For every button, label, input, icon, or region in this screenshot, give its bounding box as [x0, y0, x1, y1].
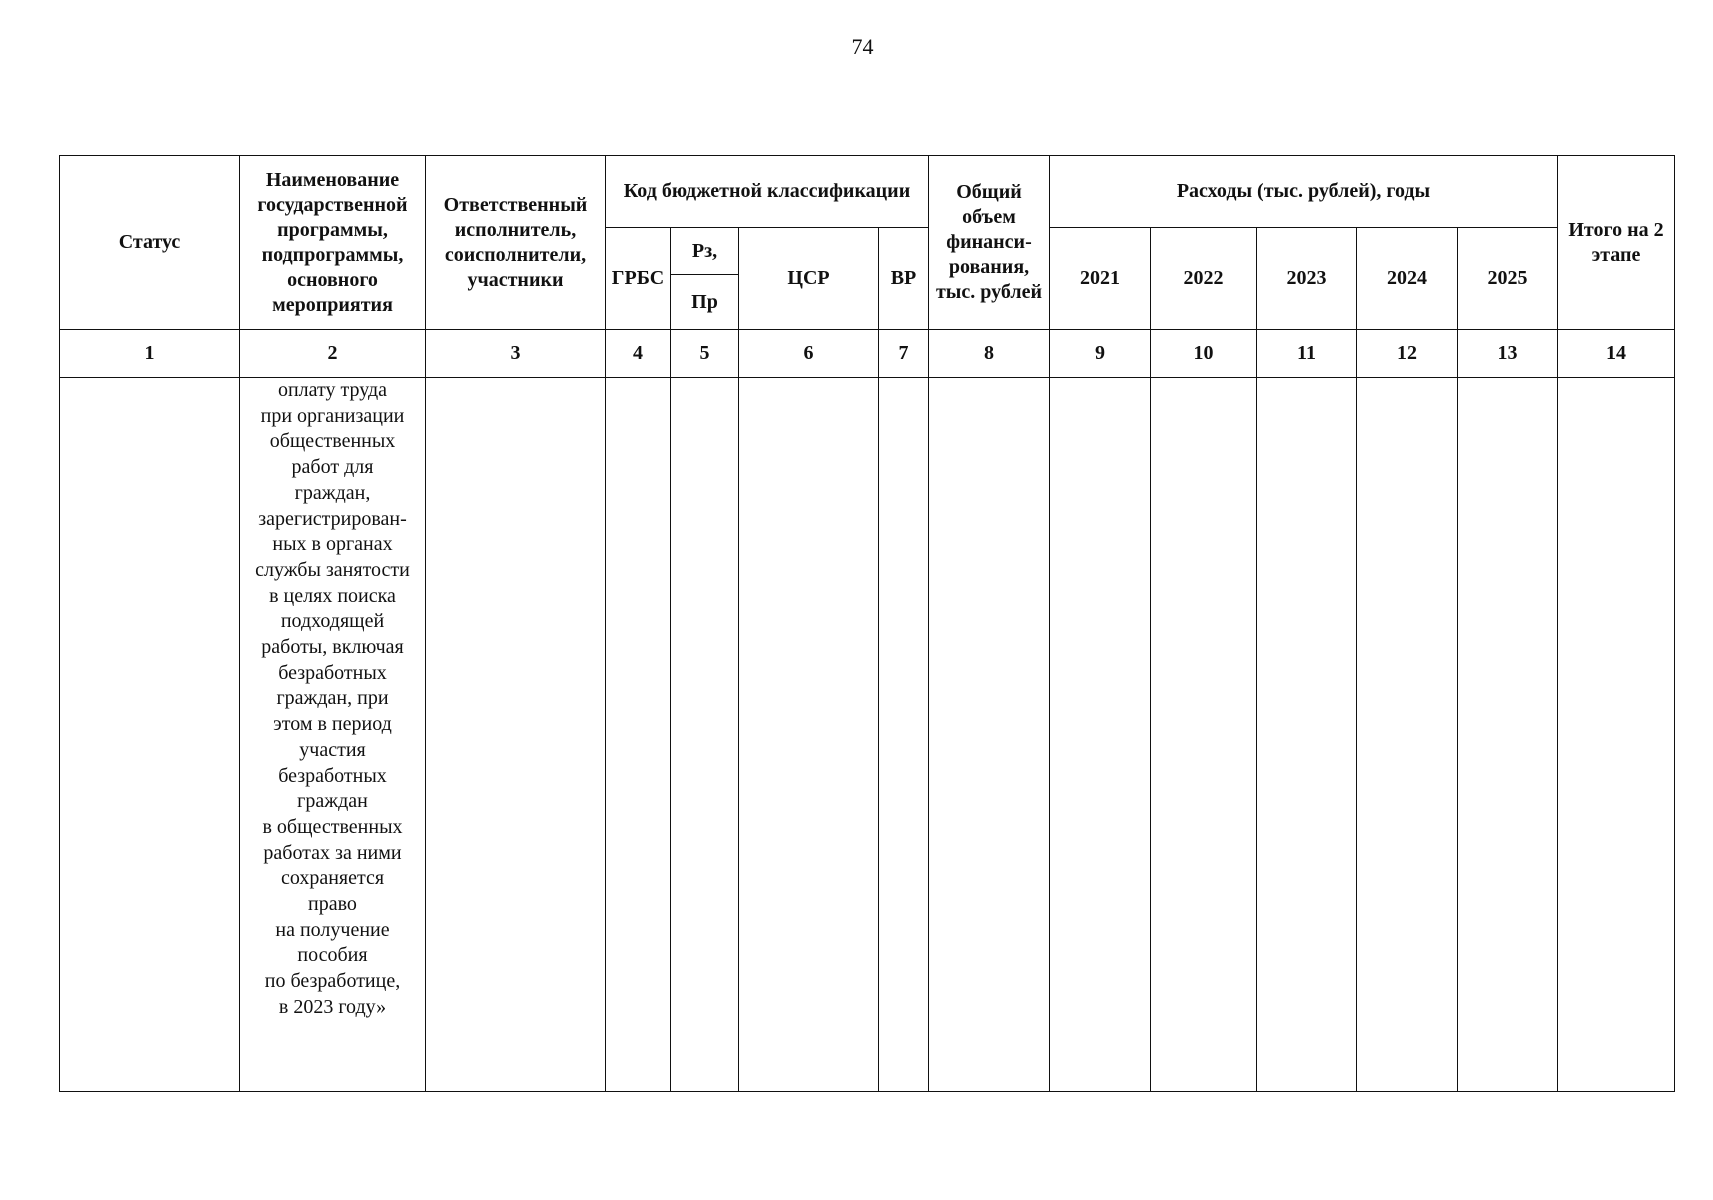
column-number: 1 [60, 330, 240, 378]
header-year-2024: 2024 [1357, 228, 1458, 330]
column-number-row [60, 330, 1675, 378]
year-2021-cell [1050, 378, 1151, 1092]
csr-cell [739, 378, 879, 1092]
year-2024-cell [1357, 378, 1458, 1092]
header-year-2025: 2025 [1458, 228, 1558, 330]
header-budget-code: Код бюджетной классификации [606, 156, 929, 228]
column-number: 7 [879, 330, 929, 378]
stage-total-cell [1558, 378, 1675, 1092]
header-program-name: Наименование государственной программы, подпрограммы, основного мероприятия [240, 156, 426, 330]
column-number: 12 [1357, 330, 1458, 378]
header-csr: ЦСР [739, 228, 879, 330]
budget-table [59, 155, 1675, 1092]
header-pr: Пр [671, 275, 739, 330]
header-status: Статус [60, 156, 240, 330]
status-cell [60, 378, 240, 1092]
grbs-cell [606, 378, 671, 1092]
vr-cell [879, 378, 929, 1092]
total-volume-cell [929, 378, 1050, 1092]
header-total-volume: Общий объем финанси-рования, тыс. рублей [929, 156, 1050, 330]
header-row-1 [60, 156, 1675, 228]
column-number: 11 [1257, 330, 1357, 378]
year-2025-cell [1458, 378, 1558, 1092]
column-number: 13 [1458, 330, 1558, 378]
executor-cell [426, 378, 606, 1092]
column-number: 6 [739, 330, 879, 378]
program-name-cell: оплату труда при организации общественных работ для граждан, зарегистрирован- ных в органах службы занятости в целях поиска подходящей работы, включая безработных граждан, при этом в период участия безработных граждан в общественных работах за ними сохраняется право на получение пособия по безработице, в 2023 году» [240, 378, 426, 1092]
header-year-2022: 2022 [1151, 228, 1257, 330]
column-number: 3 [426, 330, 606, 378]
header-year-2021: 2021 [1050, 228, 1151, 330]
column-number: 4 [606, 330, 671, 378]
column-number: 14 [1558, 330, 1675, 378]
column-number: 8 [929, 330, 1050, 378]
header-executor: Ответственный исполнитель, соисполнители, участники [426, 156, 606, 330]
header-expenses: Расходы (тыс. рублей), годы [1050, 156, 1558, 228]
header-stage-total: Итого на 2 этапе [1558, 156, 1675, 330]
header-rz: Рз, [671, 228, 739, 275]
header-vr: ВР [879, 228, 929, 330]
year-2022-cell [1151, 378, 1257, 1092]
header-year-2023: 2023 [1257, 228, 1357, 330]
page-number: 74 [851, 34, 874, 59]
table-row [60, 378, 1675, 1092]
column-number: 9 [1050, 330, 1151, 378]
header-grbs: ГРБС [606, 228, 671, 330]
rz-pr-cell [671, 378, 739, 1092]
column-number: 10 [1151, 330, 1257, 378]
year-2023-cell [1257, 378, 1357, 1092]
column-number: 5 [671, 330, 739, 378]
column-number: 2 [240, 330, 426, 378]
